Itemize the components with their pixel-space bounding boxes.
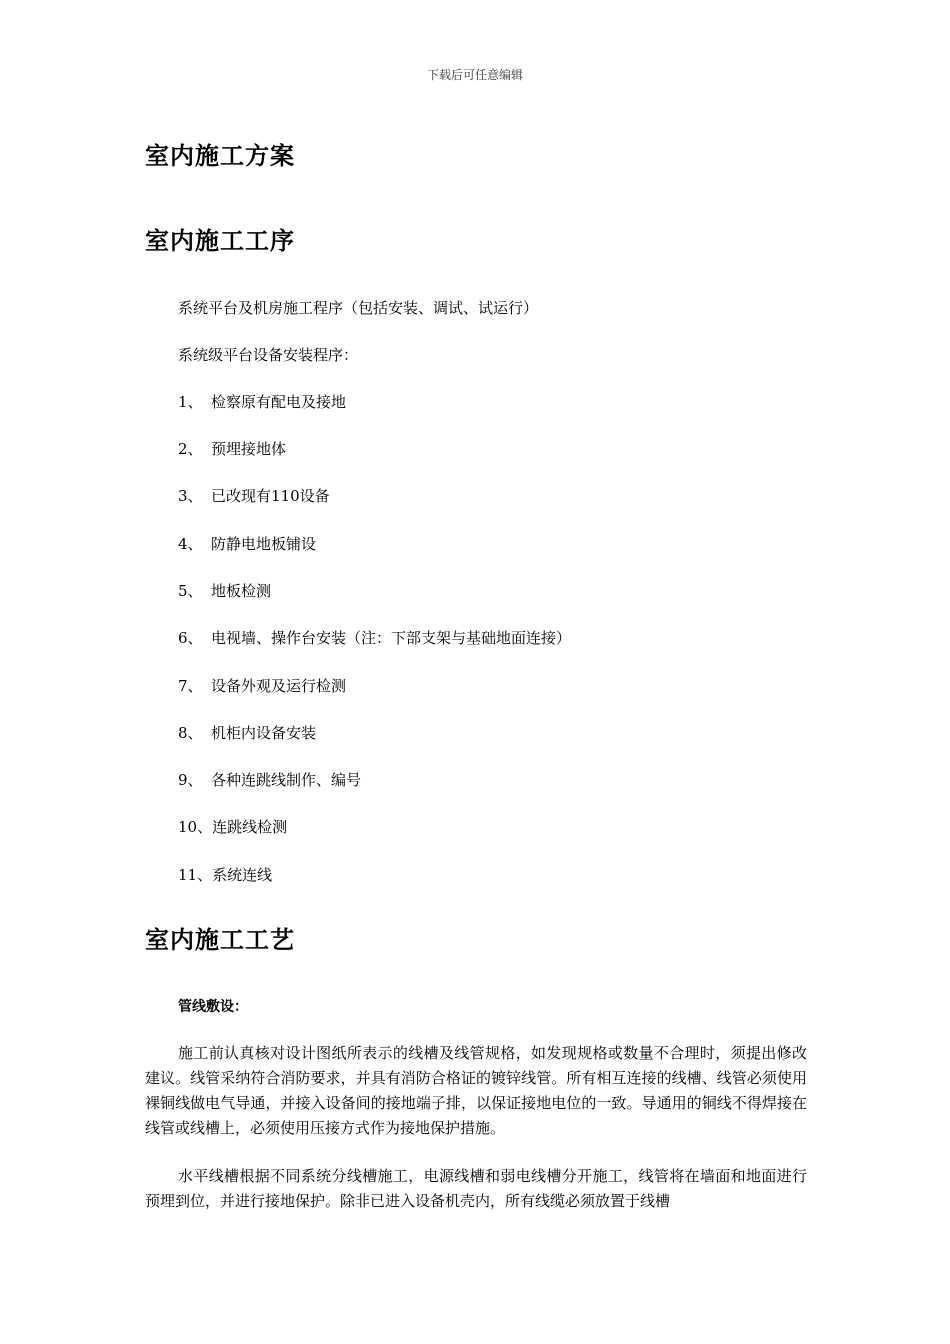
list-item: 9、 各种连跳线制作、编号 (178, 771, 362, 789)
heading-plan: 室内施工方案 (145, 142, 295, 170)
list-item: 5、 地板检测 (178, 582, 272, 600)
list-item: 2、 预埋接地体 (178, 440, 287, 458)
list-item: 7、 设备外观及运行检测 (178, 677, 347, 695)
list-item: 8、 机柜内设备安装 (178, 724, 317, 742)
paragraph-2: 水平线槽根据不同系统分线槽施工，电源线槽和弱电线槽分开施工，线管将在墙面和地面进行预埋到位，并进行接地保护。除非已进入设备机壳内，所有线缆必须放置于线槽 (145, 1167, 807, 1210)
heading-craft: 室内施工工艺 (145, 926, 295, 954)
list-item: 1、 检察原有配电及接地 (178, 393, 347, 411)
list-item: 10、连跳线检测 (178, 818, 288, 836)
procedure-intro: 系统平台及机房施工程序（包括安装、调试、试运行） (178, 299, 539, 317)
list-item: 3、 已改现有110设备 (178, 487, 330, 505)
list-item: 6、 电视墙、操作台安装（注：下部支架与基础地面连接） (178, 629, 572, 647)
subheading-pipeline: 管线敷设： (178, 999, 248, 1015)
procedure-subintro: 系统级平台设备安装程序： (178, 346, 359, 364)
list-item: 4、 防静电地板铺设 (178, 535, 317, 553)
page-header: 下载后可任意编辑 (426, 68, 523, 82)
list-item: 11、系统连线 (178, 866, 273, 884)
paragraph-1: 施工前认真核对设计图纸所表示的线槽及线管规格，如发现规格或数量不合理时，须提出修改建议。线管采纳符合消防要求，并具有消防合格证的镀锌线管。所有相互连接的线槽、线管必须使用裸铜线做电气导通，并接入设备间的接地端子排，以保证接地电位的一致。导通用的铜线不得焊接在线管或线槽上，必须使用压接方式作为接地保护措施。 (145, 1044, 807, 1137)
heading-procedure: 室内施工工序 (145, 227, 295, 255)
